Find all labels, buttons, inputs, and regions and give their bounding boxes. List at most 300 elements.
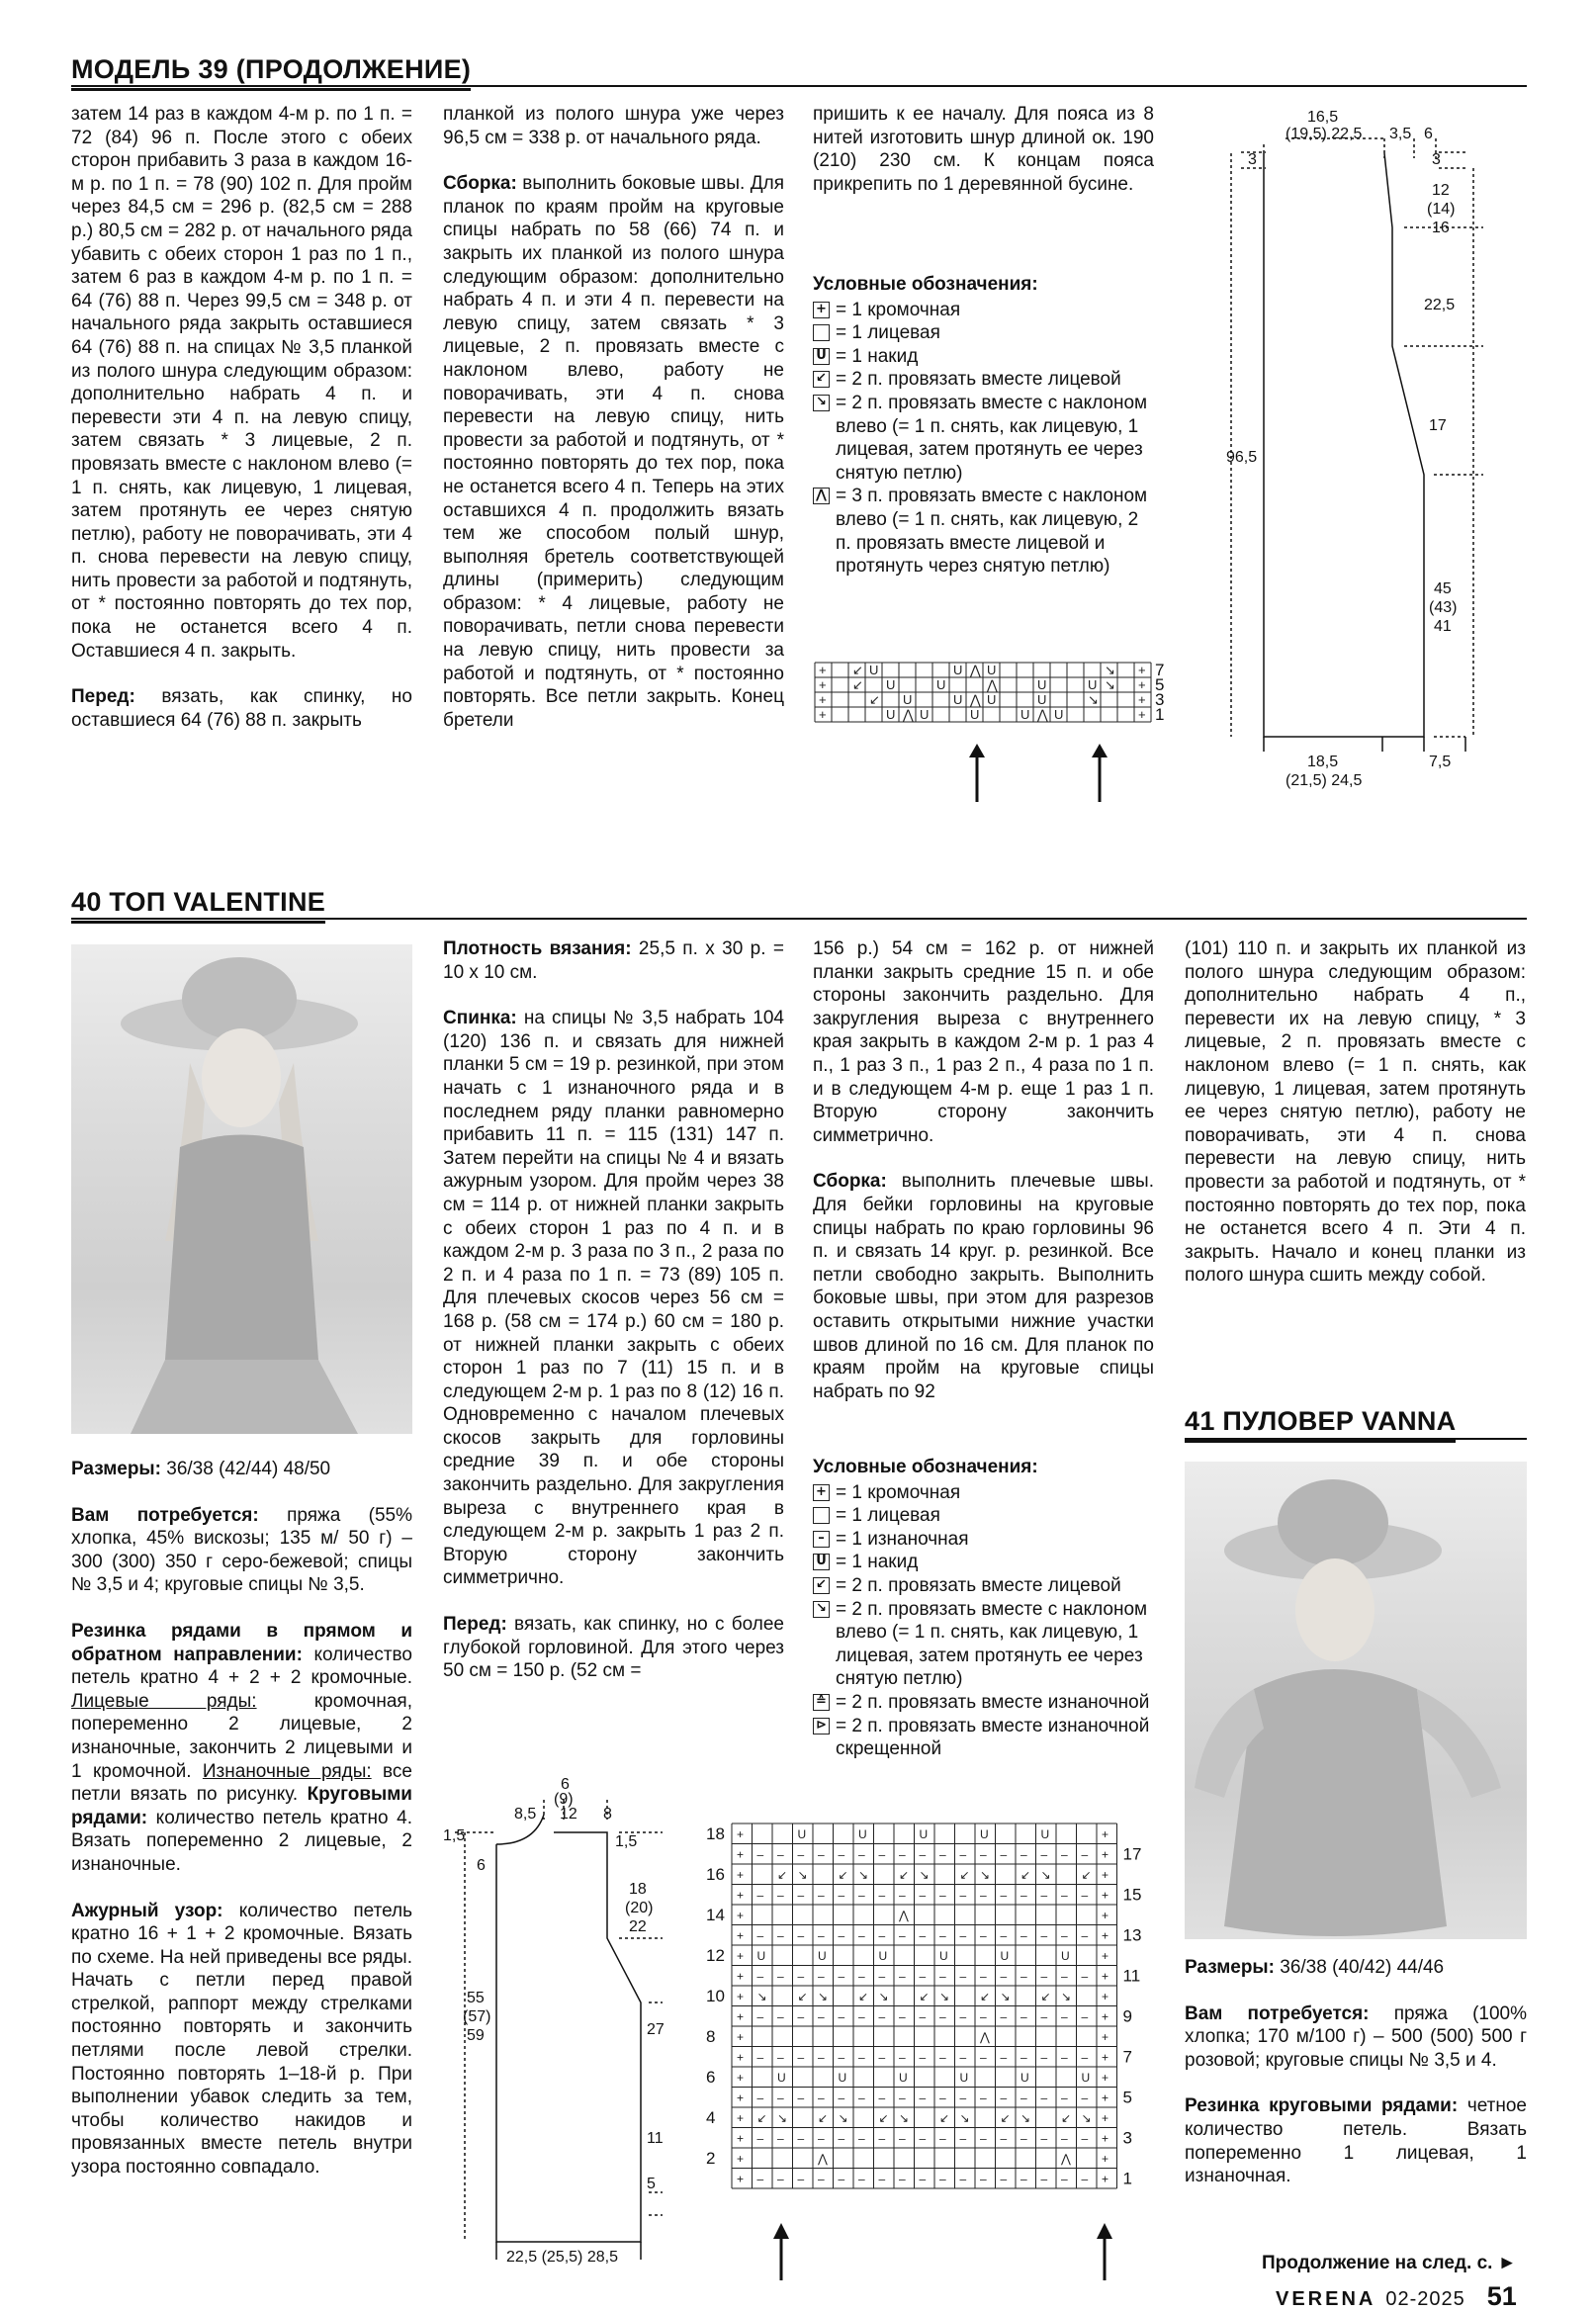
s39-dim-l965: 96,5 [1226,449,1258,466]
issue-number: 02-2025 [1385,2288,1465,2310]
chart-cell: ↙ [1000,2111,1011,2125]
chart-cell: – [756,1928,764,1943]
row-number-right: 11 [1122,1966,1141,1986]
chart-cell: – [959,1888,967,1903]
chart-cell: + [737,1847,745,1862]
chart-cell: ↘ [1088,692,1099,707]
chart-cell: – [1020,2050,1027,2065]
chart-cell: – [858,2131,865,2146]
s40-legend-text: = 2 п. провязать вместе лицевой [836,1574,1121,1596]
chart-cell: + [737,2131,745,2146]
s39-legend-symbol-icon: ↙ [813,371,830,388]
chart-cell: U [987,663,997,677]
s39-chart-grid [815,663,1151,722]
chart-cell: – [838,1969,845,1984]
s39-dim-r16: 16 [1432,220,1450,236]
chart-cell: – [777,1969,784,1984]
s40-density-heading: Плотность вязания: [443,938,632,959]
chart-cell: + [1102,1909,1109,1922]
chart-cell: U [886,677,896,692]
chart-cell: – [777,2050,784,2065]
chart-cell: – [878,1928,886,1943]
chart-cell: – [858,2172,865,2186]
chart-cell: U [899,2071,908,2085]
chart-cell: – [899,2050,906,2065]
chart-cell: ↘ [919,1868,930,1882]
chart-cell: ↙ [899,1868,910,1882]
s41-need: пряжа (100% хлопка; 170 м/100 г) – 500 (500) 500 г розовой; круговые спицы № 3,5 и 4. [1185,2002,1527,2071]
s39-dim-r17: 17 [1429,417,1447,434]
s40-legend-item [813,1598,1154,1691]
chart-cell: – [959,2091,967,2105]
chart-cell: + [1102,2172,1109,2186]
chart-cell: ⋀ [1061,2152,1071,2166]
chart-cell: + [737,1888,745,1903]
chart-cell: U [936,677,946,692]
chart-cell: + [1138,663,1146,677]
row-number: 7 [1155,661,1165,679]
s41-need-heading: Вам потребуется: [1185,2002,1370,2024]
chart-cell: – [838,2091,845,2105]
chart-cell: – [1081,1928,1089,1943]
chart-cell: – [939,1969,946,1984]
chart-cell: – [756,1888,764,1903]
chart-cell: – [838,1888,845,1903]
s39-schematic [1187,99,1543,811]
chart-cell: + [737,2172,745,2186]
chart-cell: – [1020,2009,1027,2024]
chart-cell: ⋀ [980,2030,990,2044]
chart-cell: + [737,2152,745,2166]
chart-cell: ↙ [852,663,863,677]
s40-sizes-heading: Размеры: [71,1459,161,1479]
chart-cell: – [1040,2009,1048,2024]
chart-cell: – [919,1888,927,1903]
chart-cell: – [919,2131,927,2146]
brand-name: VERENA [1276,2288,1376,2310]
chart-cell: ↘ [1020,2111,1031,2125]
chart-cell: – [838,2172,845,2186]
s39-legend-item [813,368,1154,392]
chart-cell: + [1102,2050,1109,2065]
chart-cell: – [1000,2131,1008,2146]
s39-legend-item [813,485,1154,578]
chart-cell: – [1061,1847,1068,1862]
s40-legend-symbol-icon: ↙ [813,1577,830,1594]
chart-cell: ↙ [980,1990,991,2003]
chart-cell: + [819,707,827,722]
chart-cell: + [1102,1888,1109,1903]
s41-rib-heading: Резинка круговыми рядами: [1185,2095,1459,2117]
chart-cell: + [1102,2152,1109,2166]
s40-dim-r5: 5 [647,2176,656,2192]
chart-cell: – [1000,2091,1008,2105]
row-number-left: 2 [706,2149,716,2168]
chart-cell: – [818,2131,825,2146]
chart-cell: – [1081,2131,1089,2146]
chart-cell: ↘ [777,2111,788,2125]
s40-stitch-chart [702,1820,1157,2284]
chart-cell: + [1102,2131,1109,2146]
chart-cell: – [939,2009,946,2024]
chart-cell: – [756,1969,764,1984]
chart-cell: ⋀ [899,1909,909,1922]
chart-cell: – [1020,2172,1027,2186]
chart-cell: – [959,1969,967,1984]
chart-cell: U [980,1827,989,1841]
chart-cell: ↙ [1020,1868,1031,1882]
chart-cell: – [1081,1969,1089,1984]
s39-legend-item [813,392,1154,485]
row-number-right: 15 [1122,1885,1142,1905]
chart-cell: – [756,2050,764,2065]
section-divider [71,85,1527,87]
section-divider [1185,1438,1527,1440]
s40-legend-symbol-icon: ⊳ [813,1718,830,1735]
s39-dim-top4: 6 [1424,126,1433,142]
s40-rib-3: все петли вязать по рисунку. [71,1760,412,1806]
s40-dim-t8: 8 [603,1806,612,1823]
s40-legend-item [813,1481,1154,1505]
s39-column-3 [813,103,1154,196]
s39-text-3: пришить к ее началу. Для пояса из 8 нитей изготовить шнур длиной ок. 190 (210) 230 см. К концам пояса прикрепить по 1 деревянной бусине. [813,104,1154,195]
s39-legend-text: = 2 п. провязать вместе лицевой [836,369,1121,391]
s41-sizes-heading: Размеры: [1185,1957,1275,1978]
chart-cell: – [818,2091,825,2105]
chart-cell: – [899,2172,906,2186]
s39-legend-symbol-icon [813,324,830,341]
s39-legend-text: = 1 накид [836,345,919,367]
chart-cell: U [1040,1827,1050,1841]
chart-cell: – [858,1969,865,1984]
s39-legend-item [813,345,1154,369]
chart-cell: U [818,1949,827,1963]
row-number-left: 16 [706,1865,725,1884]
chart-cell: – [980,2009,987,2024]
chart-cell: – [858,1888,865,1903]
s39-dim-r14: (14) [1427,201,1456,218]
s39-dim-r45: 45 [1434,580,1452,597]
chart-cell: ↘ [756,1990,767,2003]
chart-cell: – [939,2050,946,2065]
s40-legend-item [813,1691,1154,1715]
s40-legend-text: = 2 п. провязать вместе с наклоном влево (= 1 п. снять, как лицевую, 1 лицевая, затем протянуть ее через снятую петлю) [836,1598,1148,1690]
chart-cell: – [797,2009,805,2024]
s40-legend-symbol-icon: U [813,1554,830,1570]
chart-cell: U [987,692,997,707]
s39-dim-r3: 3 [1432,151,1441,168]
chart-cell: – [858,2050,865,2065]
s40-text-4: (101) 110 п. и закрыть их планкой из полого шнура следующим образом: дополнительно набрать 4 п., перевести их на левую спицу, * 3 лицевые, 2 п. провязать вместе с наклоном влево (= 1 п. снять, как лицевую, 1 лицевая, затем протянуть ее через снятую петлю), работу не поворачивать, эти 4 п. снова перевести на левую спицу, нить провести за работой и подтянуть, от * постоянно повторять до тех пор, пока не останется всего 4 п. Эти 4 п. закрыть. Начало и конец планки из полого шнура сшить между собой. [1185,938,1526,1287]
s39-legend-symbol-icon: ⋀ [813,488,830,504]
chart-cell: – [777,2131,784,2146]
s39-text-1: затем 14 раз в каждом 4-м р. по 1 п. = 72 (84) 96 п. После этого с обеих сторон прибавить 3 раза в каждом 16-м р. по 1 п. = 78 (90) 102 п. Для пройм через 84,5 см = 296 р. (82,5 см = 288 р.) 80,5 см = 282 р. от начального ряда убавить с обеих сторон 1 раз по 1 п., затем 6 раз в каждом 4-м р. по 1 п. = 64 (76) 88 п. Через 99,5 см = 348 р. от начального ряда закрыть оставшиеся 64 (76) 88 п. на спицах № 3,5 планкой из полого шнура следующим образом: дополнительно набрать 4 п. и перевести эти 4 п. на левую спицу, затем связать * 3 лицевые, 2 п. провязать вместе с наклоном влево (= 1 п. снять, как лицевую, 1 лицевая, затем протянуть ее через снятую петлю), работу не поворачивать, эти 4 п. снова перевести на левую спицу, нить провести за работой и подтянуть, от * постоянно повторять до тех пор, пока не останется всего 4 п. Оставшиеся 4 п. закрыть. [71,104,412,662]
s39-column-2 [443,103,784,732]
s40-dim-r15: 1,5 [615,1833,638,1850]
s40-density: 25,5 п. x 30 р. = 10 x 10 см. [443,938,784,983]
s39-legend-symbol-icon: U [813,348,830,365]
chart-cell: ↘ [980,1868,991,1882]
s40-rib-2: кромочная, попеременно 2 лицевые, 2 изнаночные, закончить 2 лицевыми и 1 кромочной. [71,1690,413,1782]
s39-legend-symbol-icon: + [813,302,830,318]
chart-cell: – [756,2091,764,2105]
chart-cell: + [737,1928,745,1943]
s39-legend-list [813,299,1154,578]
s40-schematic [435,1775,682,2269]
chart-cell: – [1081,1888,1089,1903]
chart-cell: – [1061,1888,1068,1903]
s40-dim-l57: (57) [463,2008,491,2025]
chart-cell: – [959,2172,967,2186]
chart-cell: ↘ [797,1868,808,1882]
chart-cell: + [1138,707,1146,722]
chart-cell: – [959,2050,967,2065]
chart-cell: U [939,1949,948,1963]
chart-cell: – [878,2050,886,2065]
chart-cell: – [1000,1888,1008,1903]
chart-cell: – [1020,1969,1027,1984]
s40-dim-l15: 1,5 [443,1827,466,1844]
chart-cell: ↙ [777,1868,788,1882]
chart-cell: – [777,2009,784,2024]
s39-dim-r12: 12 [1432,182,1450,199]
s40-dim-r27: 27 [647,2021,665,2038]
row-number-right: 5 [1122,2088,1132,2107]
s40-dim-r11: 11 [647,2130,664,2147]
chart-cell: – [1020,1847,1027,1862]
s40-text-3: 156 р.) 54 см = 162 р. от нижней планки закрыть средние 15 п. и обе стороны закончить раздельно. Для закругления выреза с внутреннего края закрыть в каждом 2-м р. 1 раз 4 п., 1 раз 3 п., 1 раз 2 п., 4 раза по 1 п. и в следующем 4-м р. еще 1 раз 1 п. Вторую сторону закончить симметрично. [813,938,1154,1146]
row-number-left: 6 [706,2068,716,2087]
chart-cell: U [953,692,963,707]
s39-legend-symbol-icon: ↘ [813,395,830,411]
s40-front-heading: Перед: [443,1614,507,1636]
chart-cell: + [737,1909,745,1922]
continued-text: Продолжение на след. с. [1262,2253,1493,2273]
chart-cell: – [858,2009,865,2024]
chart-cell: ↙ [1040,1990,1051,2003]
s40-back: на спицы № 3,5 набрать 104 (120) 136 п. и связать для нижней планки 5 см = 19 р. резинкой, при этом начать с 1 изнаночного ряда и в последнем ряду планки равномерно прибавить 11 п. = 115 (131) 147 п. Затем перейти на спицы № 4 и вязать ажурным узором. Для пройм через 38 см = 114 р. от нижней планки закрыть с обеих сторон 1 раз по 4 п. и в каждом 2-м р. 3 раза по 3 п., 2 раза по 2 п. и 4 раза по 1 п. = 73 (89) 105 п. Для плечевых скосов через 56 см = 168 р. (58 см = 174 р.) 60 см = 180 р. от нижней планки закрыть с обеих сторон 1 раз по 7 (11) 15 п. и в следующем 2-м р. 1 раз по 8 (12) 16 п. Одновременно с началом плечевых скосов закрыть для горловины средние 39 п. и обе стороны закончить раздельно. Для закругления выреза с внутреннего края в следующем 2-м р. закрыть 1 раз 2 п. Вторую сторону закончить симметрично. [443,1008,784,1589]
chart-cell: ↘ [838,2111,848,2125]
s40-model-photo [71,944,412,1434]
chart-cell: – [919,2009,927,2024]
s39-dim-r43: (43) [1429,599,1458,616]
chart-cell: – [818,1847,825,1862]
chart-cell: – [1040,2091,1048,2105]
s39-legend-text: = 2 п. провязать вместе с наклоном влево (= 1 п. снять, как лицевую, 1 лицевая, затем протянуть ее через снятую петлю) [836,392,1148,484]
s39-front-heading: Перед: [71,686,135,708]
chart-cell: U [878,1949,888,1963]
row-number: 1 [1155,705,1165,724]
s39-dim-r41: 41 [1434,618,1452,635]
s40-legend-text: = 1 изнаночная [836,1528,969,1550]
s39-legend-text: = 1 лицевая [836,322,940,344]
s39-dim-l3: 3 [1248,151,1257,168]
s39-stitch-chart [811,659,1167,807]
chart-cell: – [1040,2172,1048,2186]
chart-cell: – [818,2009,825,2024]
chart-cell: – [797,2172,805,2186]
row-number-left: 12 [706,1946,725,1965]
chart-cell: – [878,1969,886,1984]
s39-assembly-text: выполнить боковые швы. Для планок по краям пройм на круговые спицы набрать по 58 (66) 74 п. и закрыть их планкой из полого шнура следующим образом: дополнительно набрать 4 п. и эти 4 п. перевести на левую спицу, затем связать * 3 лицевые, 2 п. провязать вместе с наклоном влево, работу не поворачивать, эти 4 п. снова перевести на левую спицу, нить провести за работой и подтянуть, от * постоянно повторять до тех пор, пока не останется всего 4 п. Теперь на этих оставшихся 4 п. продолжить вязать тем же способом полый шнур, выполняя бретель соответствующей длины (примерить) следующим образом: * 4 лицевые, работу не поворачивать, петли снова перевести на левую спицу, нить провести за работой и подтянуть, от * постоянно повторять. Все петли закрыть. Конец бретели [443,173,784,731]
chart-cell: ↘ [1105,663,1115,677]
s40-legend-text: = 1 накид [836,1552,919,1573]
chart-cell: – [1061,1928,1068,1943]
chart-cell: + [1102,1847,1109,1862]
chart-cell: + [737,1990,745,2003]
chart-cell: ↙ [1061,2111,1072,2125]
s40-lace: количество петель кратно 16 + 1 + 2 кромочные. Вязать по схеме. На ней приведены все ряды. Начать с петли перед правой стрелкой, раппорт между стрелками постоянно повторять и закончить петлями после левой стрелки. Постоянно повторять 1–18-й р. При выполнении убавок следить за тем, чтобы количество накидов и провязанных вместе петель внутри узора постоянно совпадало. [71,1900,413,2179]
chart-cell: – [878,1888,886,1903]
chart-cell: – [1000,2050,1008,2065]
row-number-right: 7 [1122,2047,1132,2067]
s40-dim-r20: (20) [625,1900,654,1916]
s39-dim-top3: 3,5 [1389,126,1412,142]
s40-legend-symbol-icon [813,1507,830,1524]
s40-dim-t6: 6 [561,1776,570,1793]
chart-cell: + [1102,1969,1109,1984]
continued-link[interactable] [1262,2253,1517,2274]
chart-cell: U [1054,707,1064,722]
s39-front [71,685,412,732]
chart-cell: + [1138,677,1146,692]
s40-legend-item [813,1504,1154,1528]
chart-cell: – [1040,1847,1048,1862]
chart-cell: – [919,2091,927,2105]
s39-dim-top2: (19,5) 22,5 [1286,126,1363,142]
s39-assembly-heading: Сборка: [443,173,517,195]
chart-cell: + [819,692,827,707]
s40-legend-symbol-icon: + [813,1484,830,1501]
chart-cell: – [959,1928,967,1943]
s40-back-heading: Спинка: [443,1008,517,1029]
chart-cell: – [980,2131,987,2146]
chart-cell: – [1061,2172,1068,2186]
s40-need: пряжа (55% хлопка, 45% вискозы; 135 м/ 50 г) – 300 (300) 350 г серо-бежевой; спицы № 3,5 и 4; круговые спицы № 3,5. [71,1504,412,1596]
s40-dim-r18: 18 [629,1881,647,1898]
chart-cell: ↙ [756,2111,767,2125]
s40-legend-item [813,1551,1154,1574]
chart-cell: – [1000,1847,1008,1862]
chart-cell: + [737,1868,745,1882]
row-number-right: 9 [1122,2006,1132,2026]
s40-column-2 [443,937,784,1683]
s39-legend [813,273,1154,578]
chart-cell: – [1081,2009,1089,2024]
chart-cell: ⋀ [903,707,914,722]
chart-cell: U [777,2071,786,2085]
chart-cell: – [818,1969,825,1984]
chart-cell: – [899,1928,906,1943]
chart-cell: – [858,1847,865,1862]
s40-sizes: 36/38 (42/44) 48/50 [160,1459,331,1479]
chart-cell: – [919,1928,927,1943]
chart-cell: – [980,2172,987,2186]
chart-cell: + [1102,2071,1109,2085]
chart-cell: – [1081,2091,1089,2105]
chart-cell: ↘ [858,1868,869,1882]
chart-cell: – [818,1888,825,1903]
s40-assembly: выполнить плечевые швы. Для бейки горловины на круговые спицы набрать по краю горловины 96 п. и связать 14 круг. р. резинкой. Все петли свободно закрыть. Выполнить боковые швы, при этом для разрезов оставить открытыми нижние участки швов длиной по 16 см. Для планок по краям пройм на круговые спицы набрать по 92 [813,1171,1154,1402]
chart-cell: U [1000,1949,1010,1963]
row-number-right: 13 [1122,1925,1142,1945]
chart-cell: + [737,1949,745,1963]
s40-legend-text: = 1 лицевая [836,1505,940,1527]
s40-dim-l59: 59 [467,2027,485,2044]
chart-cell: + [1102,1990,1109,2003]
s39-legend-text: = 1 кромочная [836,299,961,320]
chart-cell: ↘ [1000,1990,1011,2003]
chart-cell: ↘ [1105,677,1115,692]
s40-rib-4: количество петель кратно 4. Вязать попеременно 2 лицевые, 2 изнаночные. [71,1807,412,1875]
chart-cell: + [737,2030,745,2044]
row-number-right: 3 [1122,2128,1132,2148]
chart-cell: U [1020,2071,1029,2085]
chart-cell: ↙ [838,1868,848,1882]
chart-cell: – [939,1847,946,1862]
page-number: 51 [1486,2281,1517,2311]
s41-column [1185,1956,1527,2188]
chart-cell: – [959,2009,967,2024]
s40-dim-t12: 12 [560,1806,577,1823]
row-number-left: 8 [706,2027,716,2046]
chart-cell: – [1061,2009,1068,2024]
chart-cell: + [1102,1928,1109,1943]
footer [1276,2281,1517,2312]
chart-cell: – [756,2172,764,2186]
chart-cell: + [737,1969,745,1984]
chart-cell: – [919,1847,927,1862]
s39-legend-item [813,321,1154,345]
s40-column-4 [1185,937,1526,1288]
chart-cell: – [980,1969,987,1984]
chart-cell: – [818,1928,825,1943]
chart-cell: – [899,1969,906,1984]
chart-cell: – [980,2050,987,2065]
chart-cell: + [737,2071,745,2085]
chart-cell: ↘ [818,1990,829,2003]
s39-dim-r225: 22,5 [1424,297,1456,313]
chart-cell: – [1081,1847,1089,1862]
chart-cell: – [1061,1969,1068,1984]
s40-dim-l6: 6 [477,1857,486,1874]
chart-cell: U [919,1827,929,1841]
chart-cell: U [903,692,913,707]
chart-cell: U [1088,677,1098,692]
s40-column-1 [71,1458,412,2180]
chart-cell: – [899,2009,906,2024]
chart-cell: – [797,1888,805,1903]
chart-cell: + [819,663,827,677]
s40-legend-symbol-icon: ↘ [813,1601,830,1618]
s39-text-2: планкой из полого шнура уже через 96,5 см = 338 р. от начального ряда. [443,104,784,148]
s39-dim-b185: 18,5 [1307,754,1339,770]
chart-cell: + [737,1827,745,1841]
row-number-left: 10 [706,1987,725,2005]
chart-cell: – [939,2131,946,2146]
s40-legend-title: Условные обозначения: [813,1457,1038,1477]
chart-cell: U [797,1827,807,1841]
chart-cell: – [1000,1928,1008,1943]
chart-cell: ↘ [1081,2111,1092,2125]
chart-cell: – [1040,1888,1048,1903]
chart-cell: + [737,2050,745,2065]
chart-cell: – [919,1969,927,1984]
chart-cell: – [1000,2009,1008,2024]
row-number-right: 1 [1122,2169,1132,2188]
section-41-title: 41 ПУЛОВЕР VANNA [1185,1406,1456,1443]
s40-dim-t85: 8,5 [514,1806,537,1823]
